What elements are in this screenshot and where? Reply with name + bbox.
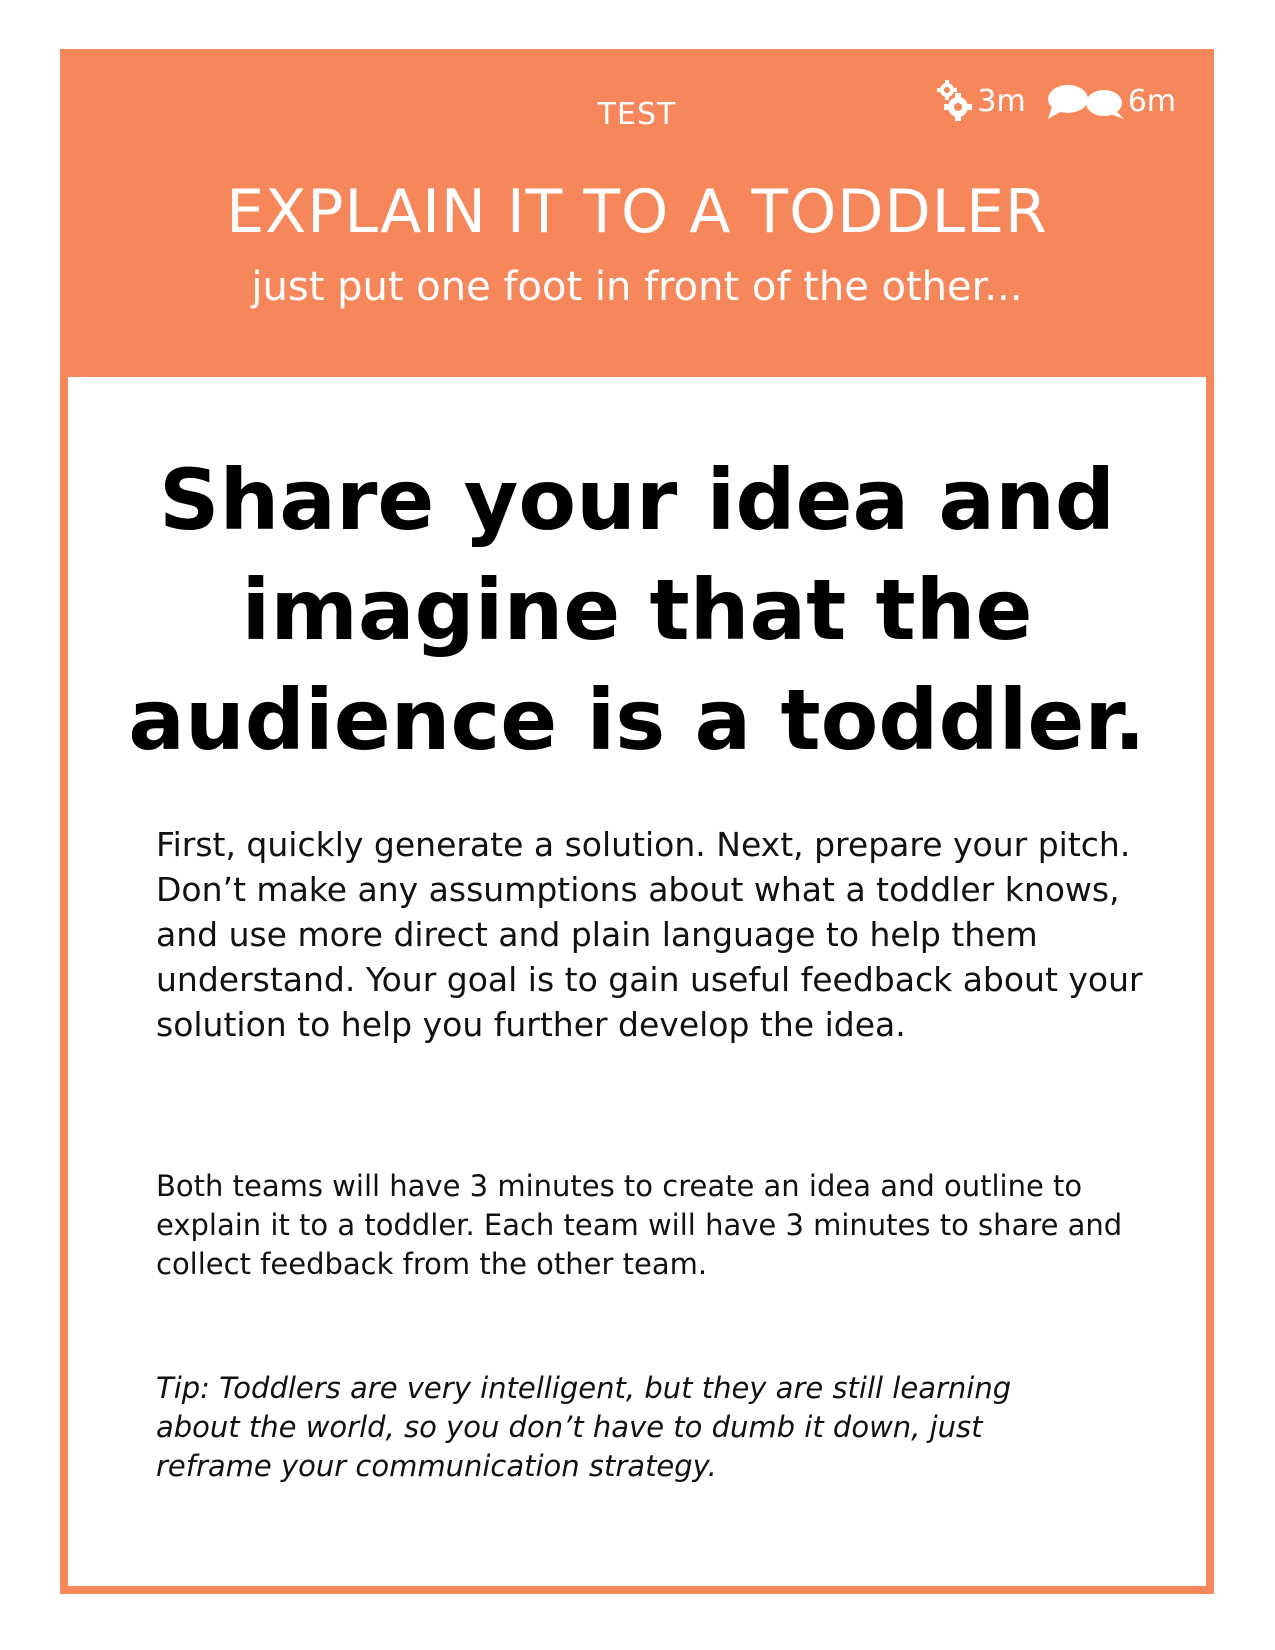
card-header [68,57,1206,377]
activity-title: EXPLAIN IT TO A TODDLER [226,177,1048,247]
prep-time [935,79,1025,123]
speech-bubbles-icon [1046,81,1126,121]
description-paragraph: First, quickly generate a solution. Next, prepare your pitch. Don’t make any assumptions about what a toddler knows, and use more direct and plain language to help them understand. Your goal is to gain useful feedback about your solution to help you further develop the idea. [156,825,1143,1044]
activity-card [60,49,1214,1594]
gears-icon [935,79,975,123]
category-label: TEST [597,97,677,132]
discussion-time [1046,81,1176,121]
activity-subtitle: just put one foot in front of the other... [251,264,1023,310]
prep-time-label: 3m [977,83,1026,119]
discussion-time-label: 6m [1127,83,1176,119]
instructions-paragraph: Both teams will have 3 minutes to create an idea and outline to explain it to a toddler. Each team will have 3 minutes to share and collect feedback from the other team. [156,1169,1123,1281]
tip-paragraph: Tip: Toddlers are very intelligent, but they are still learning about the world, so you don’t have to dumb it down, just reframe your communication strategy. [156,1371,1012,1483]
headline: Share your idea and imagine that the audience is a toddler. [128,451,1146,769]
time-indicators [921,79,1176,123]
